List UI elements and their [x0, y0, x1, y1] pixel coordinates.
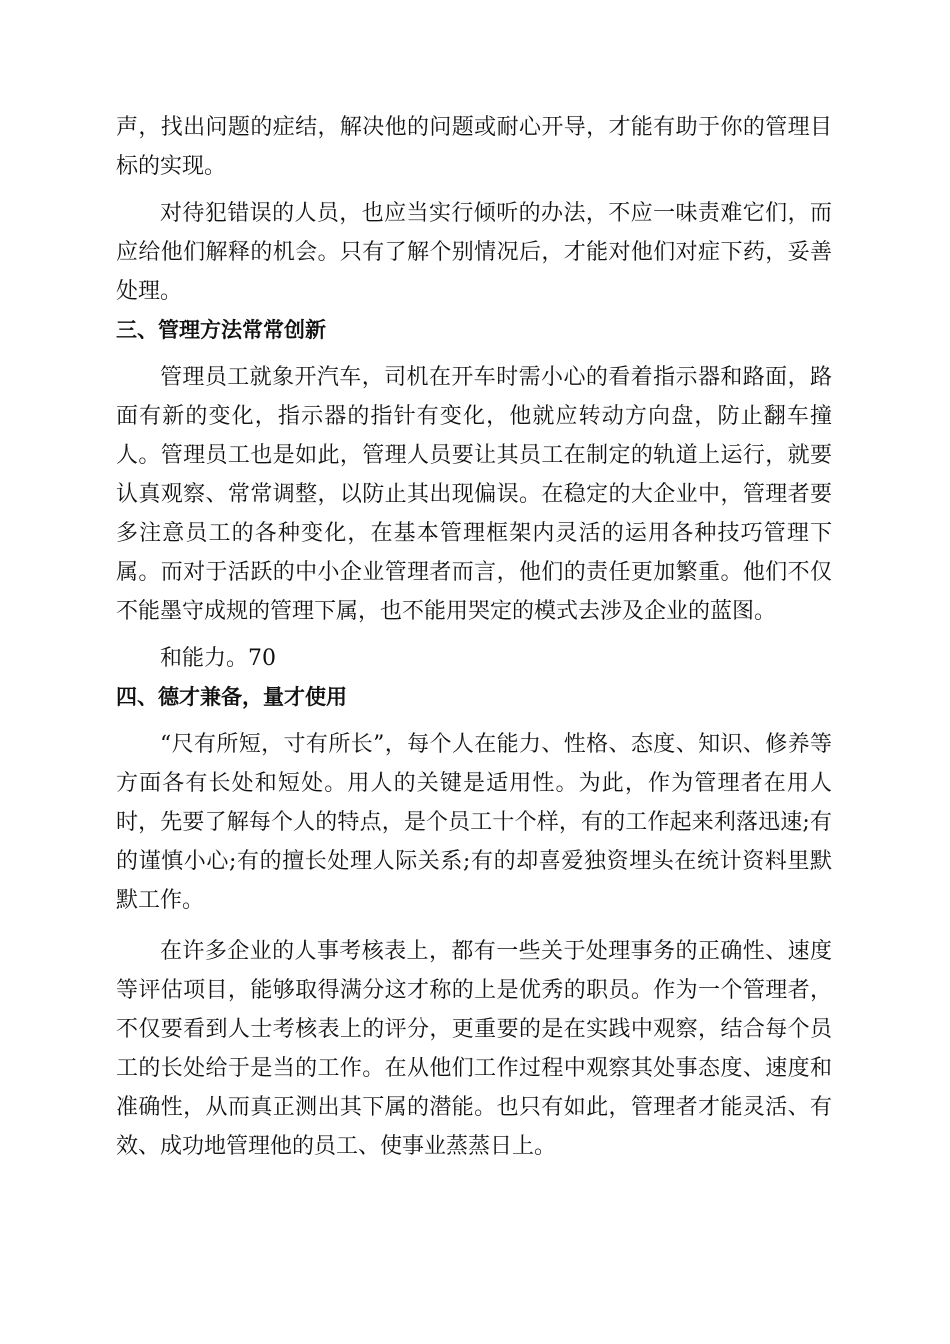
paragraph-ability: 和能力。70 — [160, 646, 276, 671]
paragraph-mistakes: 对待犯错误的人员，也应当实行倾听的办法，不应一味责难它们，而应给他们解释的机会。只有了解个别情况后，才能对他们对症下药，妥善处理。 — [116, 201, 832, 304]
document-page — [116, 108, 832, 1166]
section-heading-3: 三、管理方法常常创新 — [116, 318, 326, 342]
paragraph-innovation: 管理员工就象开汽车，司机在开车时需小心的看着指示器和路面，路面有新的变化，指示器的指针有变化，他就应转动方向盘，防止翻车撞人。管理员工也是如此，管理人员要让其员工在制定的轨道上运行，就要认真观察、常常调整，以防止其出现偏误。在稳定的大企业中，管理者要多注意员工的各种变化，在基本管理框架内灵活的运用各种技巧管理下属。而对于活跃的中小企业管理者而言，他们的责任更加繁重。他们不仅不能墨守成规的管理下属，也不能用哭定的模式去涉及企业的蓝图。 — [116, 365, 832, 624]
paragraph-listening-continued: 声，找出问题的症结，解决他的问题或耐心开导，才能有助于你的管理目标的实现。 — [116, 115, 832, 179]
paragraph-strengths: “尺有所短，寸有所长”，每个人在能力、性格、态度、知识、修养等方面各有长处和短处。用人的关键是适用性。为此，作为管理者在用人时，先要了解每个人的特点，是个员工十个样，有的工作起来利落迅速;有的谨慎小心;有的擅长处理人际关系;有的却喜爱独资埋头在统计资料里默默工作。 — [116, 732, 832, 913]
section-heading-4: 四、德才兼备，量才使用 — [116, 685, 347, 709]
paragraph-evaluation: 在许多企业的人事考核表上，都有一些关于处理事务的正确性、速度等评估项目，能够取得满分这才称的上是优秀的职员。作为一个管理者，不仅要看到人士考核表上的评分，更重要的是在实践中观察，结合每个员工的长处给于是当的工作。在从他们工作过程中观察其处事态度、速度和准确性，从而真正测出其下属的潜能。也只有如此，管理者才能灵活、有效、成功地管理他的员工、使事业蒸蒸日上。 — [116, 939, 832, 1159]
